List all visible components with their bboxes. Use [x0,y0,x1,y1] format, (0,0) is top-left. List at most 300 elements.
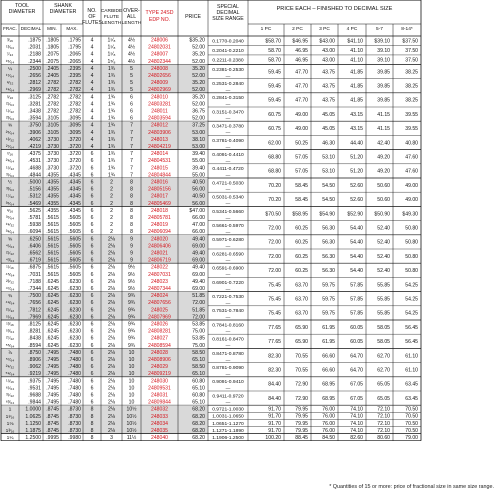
cell-frac: ³³⁄₆₄ [5,187,15,193]
cell-frac: ³¹⁄₃₂ [6,393,14,399]
cell-price-qty: 39.55 [405,126,418,133]
cell-price-qty: 70.50 [405,420,418,427]
cell-shank-min: .3730 [46,144,59,151]
cell-shank-max: .5605 [68,243,81,250]
cell-carbide-length: 1⁵⁄₈ [107,58,116,65]
cell-edp: 248033 [151,413,168,420]
cell-flutes: 6 [90,151,94,158]
cell-decimal: .7188 [28,278,41,285]
cell-edp: 24804531 [148,158,171,165]
cell-range-dash: — [225,215,231,221]
cell-price-qty: 76.00 [322,420,335,427]
cell-price-qty: 62.70 [377,353,390,360]
cell-price-qty: 60.25 [295,239,308,246]
header-qty-0: 1 PC [260,27,272,32]
cell-shank-min: .5615 [46,257,59,264]
cell-price-qty: 41.85 [350,69,363,76]
header-edp: EDP NO. [148,17,171,23]
cell-shank-min: .8745 [46,420,59,427]
cell-decimal: .2344 [28,58,41,65]
cell-shank-min: .6245 [46,307,59,314]
cell-overall-length: 4½ [127,37,136,44]
cell-decimal: .2031 [28,44,41,51]
cell-price-qty: 79.95 [295,420,308,427]
cell-carbide-length: 1¾ [107,172,116,179]
cell-price: 35.20 [192,51,205,58]
cell-price-qty: 52.40 [377,225,390,232]
cell-edp: 248040 [151,435,168,442]
cell-carbide-length: 1⁵⁄₈ [107,37,116,44]
cell-flutes: 8 [90,413,94,420]
header-special: SPECIAL [217,4,239,10]
cell-overall-length: 8 [130,193,133,200]
cell-size-range: 1.1271-1.1890 [212,428,244,434]
cell-decimal: .9375 [28,378,41,385]
cell-overall-length: 10 [128,399,135,406]
cell-price-qty: 55.85 [377,282,390,289]
cell-overall-length: 7 [130,129,133,136]
cell-price-qty: 50.60 [377,182,390,189]
cell-edp: 248031 [151,392,168,399]
cell-carbide-length: 1¾ [107,158,116,165]
cell-range-dash: — [225,73,231,79]
cell-price-qty: 51.20 [350,154,363,161]
cell-edp: 248011 [151,108,168,115]
cell-price-qty: 63.70 [295,282,308,289]
cell-price-qty: $41.10 [347,38,363,45]
cell-overall-length: 10 [128,385,135,392]
cell-price-qty: 41.10 [350,48,363,54]
cell-overall-length: 5 [130,65,133,72]
cell-price-qty: 50.80 [405,253,418,260]
cell-overall-length: 9 [130,243,133,250]
cell-price-qty: 54.25 [405,282,418,289]
cell-overall-length: 7 [130,172,133,179]
cell-range-dash: — [225,300,231,306]
cell-price: 53.85 [192,321,205,328]
cell-price-qty: 60.75 [268,126,281,133]
cell-price-qty: 75.45 [268,310,281,317]
cell-shank-min: .6245 [46,335,59,342]
cell-overall-length: 9½ [127,264,136,271]
cell-carbide-length: 2 [110,200,113,207]
cell-price-qty: 41.85 [350,97,363,104]
cell-shank-min: .7495 [46,349,59,356]
cell-edp: 24809844 [148,399,171,406]
cell-price-qty: 55.85 [377,310,390,317]
cell-carbide-length: 2⅛ [107,428,116,435]
cell-price-qty: 46.95 [295,48,308,54]
cell-decimal: .5781 [28,215,41,222]
cell-shank-min: .2782 [46,80,59,87]
cell-flutes: 6 [90,236,94,243]
cell-flutes: 8 [90,406,94,413]
cell-flutes: 6 [90,179,94,186]
cell-carbide-length: 1¾ [107,94,116,101]
cell-price-qty: 74.10 [350,420,363,427]
cell-price: 51.85 [192,307,205,314]
cell-price-qty: 52.40 [377,239,390,246]
cell-overall-length: 5 [130,73,133,80]
cell-frac: ⁵⁵⁄₆₄ [5,343,15,349]
cell-flutes: 4 [90,94,94,101]
cell-price-qty: 56.30 [322,253,335,260]
cell-price-qty: 63.70 [295,310,308,317]
cell-flutes: 6 [90,371,94,378]
cell-carbide-length: 2 [110,193,113,200]
cell-decimal: .6719 [28,257,41,264]
cell-edp: 248007 [151,51,168,58]
cell-carbide-length: 1¾ [107,108,116,115]
cell-price-qty: 46.30 [322,140,335,147]
cell-flutes: 6 [90,271,94,278]
cell-shank-max: .7480 [68,399,81,406]
header-no: NO. [87,8,97,14]
cell-range-dash: — [225,257,231,263]
cell-carbide-length: 2⅛ [107,257,116,264]
cell-size-range: 0.7221-0.7530 [212,295,244,300]
header-special-decimal: DECIMAL [216,10,240,16]
cell-shank-min: .7495 [46,399,59,406]
cell-price-qty: 58.05 [377,324,390,331]
cell-shank-max: .6230 [68,342,81,349]
cell-price: 35.20 [192,94,205,101]
cell-edp: 248008 [151,65,168,72]
cell-shank-min: .5615 [46,250,59,257]
cell-carbide-length: 2 [110,229,113,236]
cell-decimal: .4531 [28,158,41,165]
cell-price-qty: 88.45 [295,434,308,441]
cell-edp: 248028 [151,349,168,356]
cell-decimal: .7812 [28,307,41,314]
cell-flutes: 4 [90,37,94,44]
cell-flutes: 6 [90,165,94,172]
cell-carbide-length: 2⅛ [107,243,116,250]
cell-price: 66.00 [192,215,205,222]
cell-overall-length: 9 [130,250,133,257]
cell-price-qty: 43.15 [350,126,363,133]
cell-edp: 24802656 [148,73,171,80]
cell-price: 68.20 [192,428,205,435]
cell-price-qty: 56.30 [322,268,335,275]
cell-frac: ²¹⁄₃₂ [6,251,14,257]
cell-edp: 248017 [151,193,168,200]
cell-size-range: 0.2211-0.2380 [212,58,244,64]
cell-decimal: .5156 [28,186,41,193]
header-flute: FLUTE [103,15,120,20]
cell-price-qty: 54.40 [350,268,363,275]
cell-price: $35.20 [189,37,205,44]
cell-edp: 24807344 [148,286,171,293]
cell-range-dash: — [225,385,231,391]
cell-overall-length: 6 [130,115,133,122]
cell-carbide-length: 2⅛ [107,420,116,427]
cell-decimal: .9688 [28,392,41,399]
cell-shank-max: .1795 [68,37,81,44]
cell-price: 52.00 [192,101,205,108]
cell-price: 72.00 [192,300,205,307]
cell-shank-max: .2395 [68,73,81,80]
cell-frac: ³⁹⁄₆₄ [5,230,15,236]
header-shank: SHANK [54,3,72,9]
cell-price: 35.20 [192,80,205,87]
cell-overall-length: 8 [130,215,133,222]
cell-overall-length: 9½ [127,286,136,293]
cell-price-qty: 70.55 [295,367,308,374]
cell-price: 75.00 [192,328,205,335]
cell-flutes: 6 [90,222,94,229]
cell-price-qty: 67.05 [350,395,363,402]
cell-price-qty: 79.00 [405,434,418,441]
cell-carbide-length: 2 [110,179,113,186]
header-of: OF [88,14,96,20]
cell-price-qty: 42.40 [377,140,390,147]
cell-carbide-length: 1¾ [107,165,116,172]
cell-edp: 248026 [151,321,168,328]
cell-range-dash: — [225,243,231,249]
cell-price-qty: 79.95 [295,427,308,434]
cell-shank-min: .7495 [46,378,59,385]
cell-frac: ⅞ [7,350,13,356]
cell-carbide-length: 2⅛ [107,278,116,285]
cell-price: 39.40 [192,165,205,172]
cell-size-range: 1.0651-1.1270 [212,421,244,427]
cell-carbide-length: 2⅛ [107,349,116,356]
header-all: ALL [126,14,137,20]
cell-size-range: 0.2841-0.3150 [212,96,244,102]
cell-overall-length: 9¾ [127,314,136,321]
cell-price-qty: 37.50 [405,48,418,54]
cell-frac: ¹¹⁄₁₆ [6,265,14,271]
cell-price: 68.20 [192,406,205,413]
cell-frac: ¾ [7,294,13,300]
cell-price: 51.85 [192,293,205,300]
cell-edp: 248016 [151,179,168,186]
cell-price-qty: $39.10 [374,38,390,45]
header-qty-2: 3 PC [319,27,330,32]
header-flutes: FLUTES [82,20,102,26]
header-diameter: DIAMETER [8,9,36,15]
cell-overall-length: 7 [130,144,133,151]
cell-price-qty: 79.95 [295,413,308,420]
cell-flutes: 6 [90,186,94,193]
cell-price: 66.00 [192,229,205,236]
cell-frac: 1³⁄₁₆ [5,429,15,435]
cell-overall-length: 7 [130,165,133,172]
cell-shank-min: .3105 [46,129,59,136]
cell-price-qty: 80.60 [377,434,390,441]
cell-shank-max: .2782 [68,101,81,108]
cell-carbide-length: 2⅛ [107,271,116,278]
cell-price-qty: 56.45 [405,324,418,331]
cell-decimal: 1.1875 [25,428,41,435]
cell-price-qty: $50.90 [374,211,390,218]
cell-size-range: 0.9091-0.9410 [212,380,244,386]
cell-shank-min: .7495 [46,357,59,364]
cell-price: 40.50 [192,179,205,186]
cell-price-qty: 75.45 [268,282,281,289]
cell-price: 60.80 [192,378,205,385]
cell-shank-min: .8745 [46,406,59,413]
cell-overall-length: 9¾ [127,321,136,328]
cell-price: 53.85 [192,335,205,342]
cell-edp: 24802969 [148,87,171,94]
cell-decimal: .9219 [28,371,41,378]
cell-shank-max: .7480 [68,392,81,399]
cell-price: 35.20 [192,65,205,72]
cell-edp: 248015 [151,165,168,172]
cell-price: 69.00 [192,271,205,278]
cell-shank-min: .7495 [46,371,59,378]
cell-shank-max: .8730 [68,420,81,427]
cell-price-qty: 72.00 [268,268,281,275]
cell-price: 55.00 [192,158,205,165]
cell-shank-min: .9995 [46,435,59,442]
cell-price-qty: 60.25 [295,268,308,275]
cell-decimal: .2812 [28,80,41,87]
cell-size-range: 0.6901-0.7220 [212,280,244,286]
cell-frac: ⁶³⁄₆₄ [5,400,15,406]
cell-price-qty: 38.25 [405,69,418,76]
cell-shank-min: .8745 [46,413,59,420]
cell-price: 38.10 [192,136,205,143]
cell-range-dash: — [225,272,231,278]
header-qty-1: 2 PC [292,27,303,32]
cell-overall-length: 6 [130,94,133,101]
cell-price-qty: 74.10 [350,406,363,413]
cell-carbide-length: 2 [110,215,113,222]
header-length: LENGTH [101,21,122,26]
cell-shank-min: .7495 [46,392,59,399]
cell-price-qty: 100.20 [265,434,281,441]
cell-price-qty: 58.70 [268,57,281,64]
cell-carbide-length: 2⅛ [107,392,116,399]
cell-decimal: 1.0625 [25,413,41,420]
cell-range-dash: — [225,343,231,349]
cell-price-qty: 39.85 [377,97,390,104]
cell-shank-min: .6245 [46,293,59,300]
cell-price-qty: 41.15 [377,111,390,118]
cell-price-qty: 54.25 [405,310,418,317]
cell-overall-length: 9¾ [127,335,136,342]
cell-price-qty: 50.80 [405,225,418,232]
cell-flutes: 6 [90,243,94,250]
cell-overall-length: 10 [128,349,135,356]
cell-price-qty: 50.80 [405,239,418,246]
header-max: MAX. [66,26,78,31]
cell-shank-max: .4345 [68,193,81,200]
cell-overall-length: 9¾ [127,293,136,300]
cell-carbide-length: 2⅛ [107,335,116,342]
cell-shank-min: .6245 [46,328,59,335]
cell-price-qty: 70.50 [405,406,418,413]
cell-price: 40.50 [192,193,205,200]
cell-price-qty: 60.25 [295,253,308,260]
cell-frac: ²¹⁄₆₄ [5,102,15,108]
cell-price-qty: 91.70 [268,427,281,434]
cell-price-qty: 41.85 [350,83,363,90]
cell-size-range: 0.4091-0.4410 [212,153,244,158]
cell-flutes: 6 [90,392,94,399]
cell-overall-length: 10½ [126,428,137,435]
cell-price: 68.20 [192,420,205,427]
cell-shank-min: .2782 [46,87,59,94]
cell-price-qty: 72.00 [268,253,281,260]
cell-price-qty: 67.05 [350,381,363,388]
cell-decimal: .8125 [28,321,41,328]
cell-price-qty: 59.75 [322,282,335,289]
cell-price: 65.10 [192,385,205,392]
cell-size-range: 0.3151-0.3470 [212,110,244,116]
cell-shank-max: .6230 [68,278,81,285]
cell-price-qty: 50.25 [295,140,308,147]
cell-price: 55.00 [192,172,205,179]
cell-edp: 248029 [151,364,168,371]
cell-price-qty: 84.40 [268,381,281,388]
cell-price-qty: 57.85 [350,310,363,317]
header-qty-4: 5-7 [376,27,383,32]
cell-edp: 24803281 [148,101,171,108]
header-frac: FRAC. [3,26,17,31]
cell-edp: 248024 [151,293,168,300]
cell-carbide-length: 2⅛ [107,385,116,392]
cell-size-range: 0.1770-0.2040 [212,39,244,45]
cell-frac: ¹³⁄₃₂ [6,137,14,143]
cell-price: 56.00 [192,186,205,193]
cell-frac: ⁵⁷⁄₆₄ [5,358,15,364]
cell-flutes: 4 [90,115,94,122]
cell-decimal: .6406 [28,243,41,250]
cell-range-dash: — [225,371,231,377]
cell-price: 69.00 [192,286,205,293]
cell-price: 58.50 [192,364,205,371]
cell-overall-length: 9½ [127,278,136,285]
cell-carbide-length: 2⅛ [107,378,116,385]
cell-carbide-length: 2 [110,207,113,214]
cell-size-range: 0.6281-0.6590 [212,252,244,258]
cell-frac: ⁵³⁄₆₄ [5,329,15,335]
cell-shank-max: .5605 [68,215,81,222]
cell-carbide-length: 1¾ [107,65,116,72]
cell-price-qty: 39.10 [377,57,390,64]
cell-shank-max: .7480 [68,357,81,364]
cell-price: 39.40 [192,151,205,158]
cell-flutes: 6 [90,357,94,364]
cell-price-qty: $58.70 [265,38,281,45]
cell-size-range: 0.4411-0.4720 [212,167,244,173]
header-shank-diameter: DIAMETER [49,9,77,15]
cell-edp: 248035 [151,428,168,435]
cell-shank-min: .7495 [46,385,59,392]
cell-frac: ²⁷⁄₆₄ [5,145,15,151]
cell-price-qty: 65.90 [295,324,308,331]
cell-frac: ⁴⁷⁄₆₄ [5,287,15,293]
cell-shank-min: .5615 [46,271,59,278]
cell-price-qty: 45.05 [322,126,335,133]
cell-price-qty: 60.75 [268,111,281,118]
cell-flutes: 6 [90,399,94,406]
cell-overall-length: 4½ [127,58,136,65]
cell-overall-length: 10 [128,371,135,378]
cell-flutes: 6 [90,215,94,222]
cell-range-dash: — [225,186,231,192]
cell-shank-max: .4345 [68,179,81,186]
cell-range-dash: — [225,172,231,178]
cell-price: 60.80 [192,392,205,399]
cell-price-qty: 82.60 [350,434,363,441]
cell-overall-length: 10 [128,378,135,385]
cell-decimal: .6875 [28,264,41,271]
